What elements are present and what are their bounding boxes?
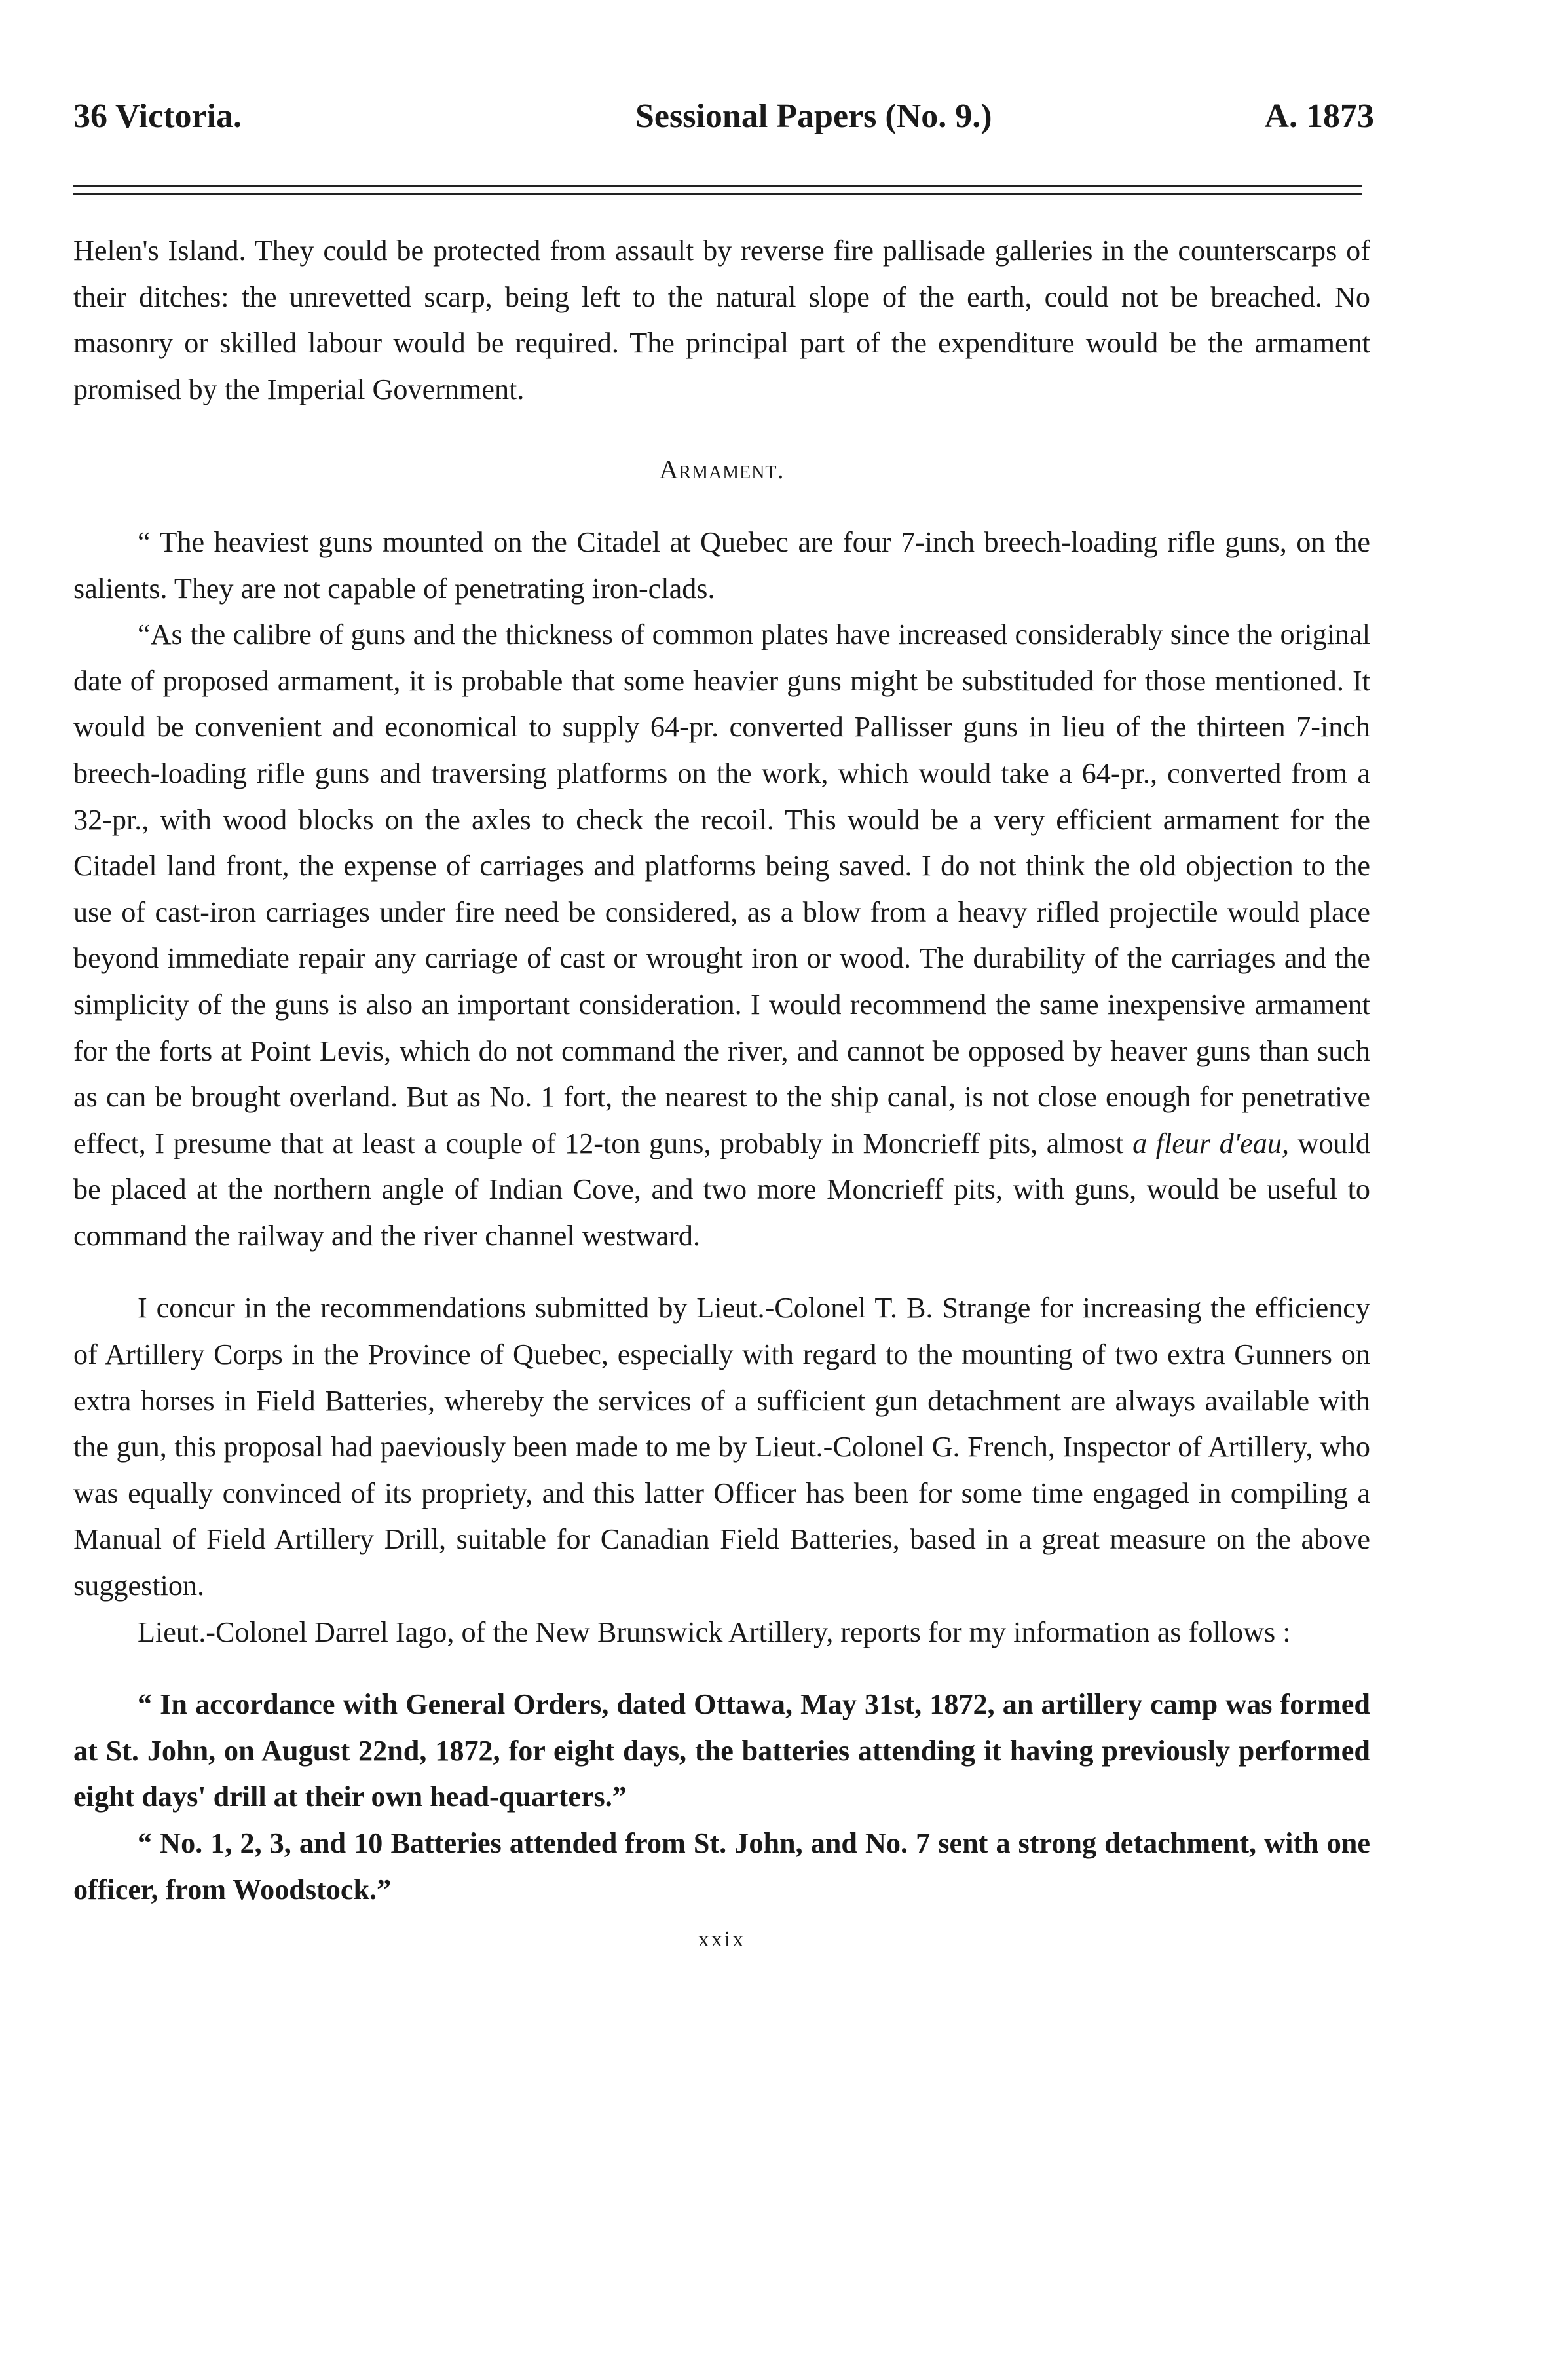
paragraph-armament-tail: would be placed at the northern angle of Indian Cove, and two more Moncrieff pits, with guns, would be useful to command the railway and the river channel westward. [73, 1127, 1371, 1252]
paragraph-report-intro: Lieut.-Colonel Darrel Iago, of the New Brunswick Artillery, reports for my information as follows : [138, 1615, 1291, 1648]
page-folio: xxix [698, 1927, 746, 1952]
paragraph-heaviest-guns: “ The heaviest guns mounted on the Citadel at Quebec are four 7-inch breech-loading rifle guns, on the salients. They are not capable of penetrating iron-clads. [73, 525, 1370, 605]
paragraph-batteries: “ No. 1, 2, 3, and 10 Batteries attended from St. John, and No. 7 sent a strong detachment, with one officer, from Woodstock.” [73, 1827, 1370, 1906]
running-header [73, 97, 1374, 149]
header-rule-bottom [73, 193, 1362, 195]
body-text [73, 228, 1370, 1963]
header-rule-top [73, 185, 1362, 187]
header-volume: 36 Victoria. [73, 98, 242, 135]
paragraph-armament-proposal [73, 612, 1370, 1259]
paragraph-armament-text: “As the calibre of guns and the thickness of common plates have increased considerably since the original date of proposed armament, it is probable that some heavier guns might be substituded for those mentioned. It would be convenient and economical to supply 64-pr. converted Pallisser guns in lieu of the thirteen 7-inch breech-loading rifle guns and traversing platforms on the work, which would take a 64-pr., converted from a 32-pr., with wood blocks on the axles to check the recoil. This would be a very efficient armament for the Citadel land front, the expense of carriages and platforms being saved. I do not think the old objection to the use of cast-iron carriages under fire need be considered, as a blow from a heavy rifled projectile would place beyond immediate repair any carriage of cast or wrought iron or wood. The durability of the carriages and the simplicity of the guns is also an important consideration. I would recommend the same inexpensive armament for the forts at Point Levis, which do not command the river, and cannot be opposed by heaver guns than such as can be brought overland. But as No. 1 fort, the nearest to the ship canal, is not close enough for penetrative effect, I presume that at least a couple of 12-ton guns, probably in Moncrieff pits, almost [73, 618, 1370, 1159]
header-year: A. 1873 [1264, 98, 1374, 135]
paragraph-camp-report: “ In accordance with General Orders, dated Ottawa, May 31st, 1872, an artillery camp was formed at St. John, on August 22nd, 1872, for eight days, the batteries attending it having previously performed eight days' drill at their own head-quarters.” [73, 1688, 1370, 1813]
paragraph-recommendations: I concur in the recommendations submitted by Lieut.-Colonel T. B. Strange for increasing the efficiency of Artillery Corps in the Province of Quebec, especially with regard to the mounting of two extra Gunners on extra horses in Field Batteries, whereby the services of a sufficient gun detachment are always available with the gun, this proposal had paeviously been made to me by Lieut.-Colonel G. French, Inspector of Artillery, who was equally convinced of its propriety, and this latter Officer has been for some time engaged in compiling a Manual of Field Artillery Drill, suitable for Canadian Field Batteries, based in a great measure on the above suggestion. [73, 1292, 1370, 1602]
paragraph-armament-italic: a fleur d'eau, [1132, 1127, 1290, 1159]
paragraph-continuation: Helen's Island. They could be protected from assault by reverse fire pallisade galleries in the counterscarps of their ditches: the unrevetted scarp, being left to the natural slope of the earth, could not be breached. No masonry or skilled labour would be required. The principal part of the expenditure would be the armament promised by the Imperial Government. [73, 235, 1370, 405]
header-title: Sessional Papers (No. 9.) [635, 98, 992, 135]
section-heading: Armament. [659, 455, 785, 485]
